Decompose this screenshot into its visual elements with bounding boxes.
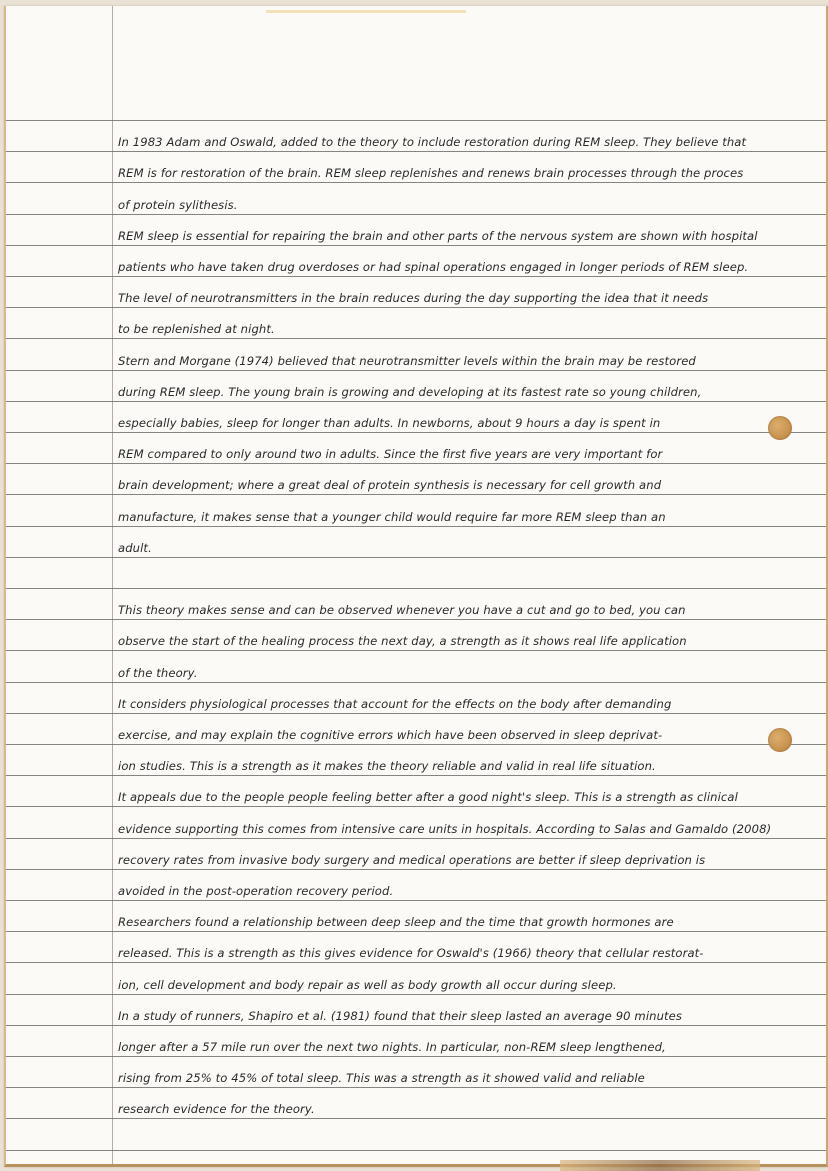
rule-line [6, 1025, 826, 1026]
handwritten-line: released. This is a strength as this gives evidence for Oswald's (1966) theory that cellular restorat- [118, 946, 704, 961]
rule-line [6, 245, 826, 246]
handwritten-line: brain development; where a great deal of protein synthesis is necessary for cell growth and [118, 478, 662, 493]
handwritten-line: of protein sylithesis. [118, 197, 238, 212]
ruled-lines [6, 6, 826, 1164]
handwritten-line: Stern and Morgane (1974) believed that neurotransmitter levels within the brain may be restored [118, 353, 696, 368]
handwritten-line: exercise, and may explain the cognitive errors which have been observed in sleep deprivat- [118, 728, 663, 742]
rule-line [6, 900, 826, 901]
rule-line [6, 650, 826, 651]
handwritten-line: to be replenished at night. [118, 322, 275, 337]
handwritten-line: Researchers found a relationship between deep sleep and the time that growth hormones are [118, 915, 674, 930]
handwritten-line: In 1983 Adam and Oswald, added to the theory to include restoration during REM sleep. They believe that [118, 135, 747, 150]
handwritten-line: longer after a 57 mile run over the next two nights. In particular, non-REM sleep lengthened, [118, 1040, 666, 1054]
rule-line [6, 494, 826, 495]
punch-hole-lower [768, 728, 792, 752]
rule-line [6, 588, 826, 589]
handwritten-line [118, 572, 818, 588]
rule-line [6, 1150, 826, 1151]
handwritten-line: avoided in the post-operation recovery period. [118, 884, 394, 898]
handwritten-line: of the theory. [118, 665, 198, 680]
rule-line [6, 401, 826, 402]
handwritten-line: patients who have taken drug overdoses or had spinal operations engaged in longer periods of REM sleep. [118, 260, 749, 274]
handwritten-line: In a study of runners, Shapiro et al. (1981) found that their sleep lasted an average 90 minutes [118, 1008, 683, 1023]
rule-line [6, 931, 826, 932]
handwritten-line: REM compared to only around two in adults. Since the first five years are very important for [118, 447, 663, 462]
rule-line [6, 806, 826, 807]
handwritten-line: rising from 25% to 45% of total sleep. This was a strength as it showed valid and reliable [118, 1071, 645, 1086]
rule-line [6, 432, 826, 433]
handwritten-line: It appeals due to the people people feeling better after a good night's sleep. This is a strength as clinical [118, 790, 738, 805]
rule-line [6, 1118, 826, 1119]
handwritten-line: evidence supporting this comes from intensive care units in hospitals. According to Salas and Gamaldo (2008) [118, 821, 772, 836]
handwritten-line: during REM sleep. The young brain is growing and developing at its fastest rate so young children, [118, 384, 702, 399]
desk-shadow [560, 1160, 760, 1171]
rule-line [6, 338, 826, 339]
handwritten-line: observe the start of the healing process the next day, a strength as it shows real life application [118, 634, 687, 649]
handwritten-line: The level of neurotransmitters in the brain reduces during the day supporting the idea that it needs [118, 291, 709, 306]
rule-line [6, 838, 826, 839]
handwritten-line: research evidence for the theory. [118, 1102, 315, 1117]
rule-line [6, 869, 826, 870]
handwritten-line: It considers physiological processes that account for the effects on the body after demanding [118, 696, 672, 711]
handwritten-line: recovery rates from invasive body surgery and medical operations are better if sleep deprivation is [118, 852, 706, 867]
notebook-page [4, 6, 828, 1167]
rule-line [6, 744, 826, 745]
handwritten-line: REM is for restoration of the brain. REM sleep replenishes and renews brain processes through the proces [118, 166, 744, 181]
handwritten-line: manufacture, it makes sense that a younger child would require far more REM sleep than an [118, 509, 666, 524]
handwritten-line: ion, cell development and body repair as well as body growth all occur during sleep. [118, 977, 617, 992]
rule-line [6, 713, 826, 714]
rule-line [6, 463, 826, 464]
handwritten-line: REM sleep is essential for repairing the brain and other parts of the nervous system are shown with hospital [118, 228, 758, 243]
rule-line [6, 1056, 826, 1057]
rule-line [6, 962, 826, 963]
rule-line [6, 775, 826, 776]
rule-line [6, 370, 826, 371]
rule-line [6, 619, 826, 620]
rule-line [6, 151, 826, 152]
handwritten-line: This theory makes sense and can be observed whenever you have a cut and go to bed, you can [118, 603, 686, 618]
handwritten-line: adult. [118, 540, 152, 555]
rule-line [6, 1087, 826, 1088]
punch-hole-upper [768, 416, 792, 440]
rule-line [6, 682, 826, 683]
rule-line [6, 994, 826, 995]
handwritten-line: ion studies. This is a strength as it makes the theory reliable and valid in real life situation. [118, 759, 656, 774]
rule-line [6, 182, 826, 183]
rule-line [6, 276, 826, 277]
rule-line [6, 307, 826, 308]
rule-line [6, 120, 826, 121]
rule-line [6, 214, 826, 215]
rule-line [6, 557, 826, 558]
handwritten-line: especially babies, sleep for longer than adults. In newborns, about 9 hours a day is spent in [118, 416, 661, 430]
rule-line [6, 526, 826, 527]
